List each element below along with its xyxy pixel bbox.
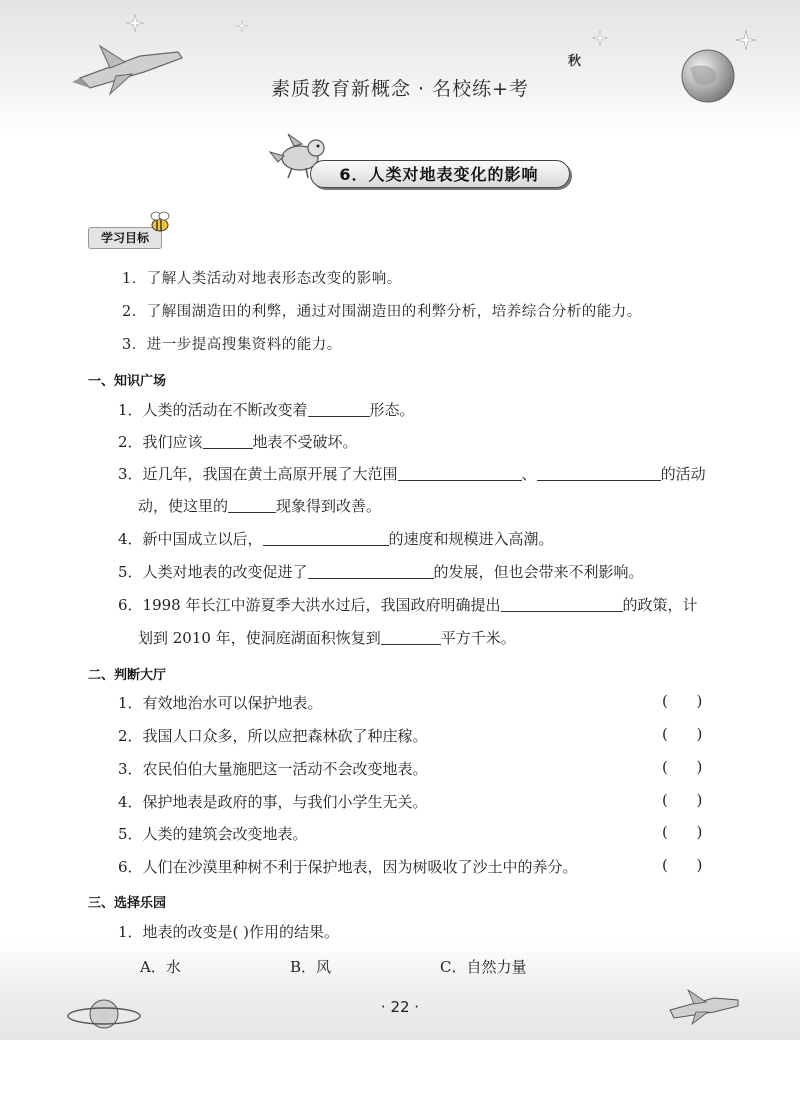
answer-blank[interactable]: [263, 531, 389, 546]
judge-item: 5．人类的建筑会改变地表。: [118, 825, 308, 843]
fill-question-3-cont: [138, 495, 381, 516]
question-text: 6．1998 年长江中游夏季大洪水过后，我国政府明确提出: [118, 596, 501, 614]
question-text: 2．我们应该: [118, 433, 203, 451]
question-text: 的发展，但也会带来不利影响。: [433, 563, 644, 581]
judge-item: 2．我国人口众多，所以应把森林砍了种庄稼。: [118, 727, 428, 745]
question-text: 的速度和规模进入高潮。: [388, 530, 554, 548]
choice-option-b[interactable]: B．风: [290, 958, 332, 976]
section-heading-knowledge: 一、知识广场: [88, 374, 167, 389]
question-text: 地表不受破坏。: [252, 433, 358, 451]
answer-parentheses[interactable]: ( ): [662, 692, 703, 710]
judge-item: 3．农民伯伯大量施肥这一活动不会改变地表。: [118, 760, 428, 778]
answer-parentheses[interactable]: ( ): [662, 823, 703, 841]
fill-question-6-cont: [138, 627, 516, 648]
space-shuttle-icon: [664, 986, 744, 1026]
answer-blank[interactable]: [537, 466, 661, 481]
goal-item: 1．了解人类活动对地表形态改变的影响。: [122, 271, 402, 287]
judge-item: 1．有效地治水可以保护地表。: [118, 694, 323, 712]
goal-item: 2．了解围湖造田的利弊，通过对围湖造田的利弊分析，培养综合分析的能力。: [122, 304, 642, 320]
section-heading-judgement: 二、判断大厅: [88, 668, 167, 683]
star-icon: [126, 14, 144, 32]
answer-blank[interactable]: [398, 466, 522, 481]
fill-question-2: [118, 431, 358, 452]
answer-parentheses[interactable]: ( ): [662, 791, 703, 809]
question-text: 动，使这里的: [138, 497, 229, 515]
judge-item: 6．人们在沙漠里种树不利于保护地表，因为树吸收了沙土中的养分。: [118, 858, 578, 876]
star-icon: [592, 30, 608, 46]
star-icon: [236, 20, 248, 32]
answer-parentheses[interactable]: ( ): [662, 725, 703, 743]
fill-question-1: [118, 399, 415, 420]
question-text: 形态。: [369, 401, 415, 419]
answer-parentheses[interactable]: ( ): [662, 758, 703, 776]
choice-question-1: 1．地表的改变是( )作用的结果。: [118, 923, 340, 941]
page-number: · 22 ·: [380, 998, 420, 1016]
answer-parentheses[interactable]: ( ): [662, 856, 703, 874]
lesson-title: 6．人类对地表变化的影响: [339, 165, 539, 184]
fill-question-3: [118, 463, 706, 484]
answer-blank[interactable]: [501, 597, 623, 612]
answer-blank[interactable]: [381, 630, 441, 645]
answer-blank[interactable]: [228, 498, 276, 513]
learning-goals-tag: 学习目标: [88, 227, 162, 249]
question-text: 划到 2010 年，使洞庭湖面积恢复到: [138, 629, 381, 647]
bee-icon: [146, 208, 174, 236]
fill-question-6: [118, 594, 698, 615]
question-text: 平方千米。: [440, 629, 516, 647]
answer-blank[interactable]: [203, 434, 253, 449]
question-text: 现象得到改善。: [276, 497, 382, 515]
goal-item: 3．进一步提高搜集资料的能力。: [122, 337, 342, 353]
star-icon: [736, 30, 756, 50]
answer-blank[interactable]: [308, 402, 370, 417]
section-heading-choice: 三、选择乐园: [88, 896, 167, 911]
question-text: 、: [521, 465, 537, 483]
fill-question-5: [118, 561, 644, 582]
question-text: 的活动: [660, 465, 706, 483]
judge-item: 4．保护地表是政府的事，与我们小学生无关。: [118, 793, 428, 811]
question-text: 5．人类对地表的改变促进了: [118, 563, 308, 581]
answer-blank[interactable]: [308, 564, 434, 579]
choice-option-a[interactable]: A．水: [140, 958, 181, 976]
question-text: 1．人类的活动在不断改变着: [118, 401, 308, 419]
fill-question-4: [118, 528, 554, 549]
question-text: 3．近几年，我国在黄土高原开展了大范围: [118, 465, 398, 483]
season-label: 秋: [568, 54, 582, 69]
question-text: 的政策，计: [622, 596, 698, 614]
question-text: 4．新中国成立以后，: [118, 530, 263, 548]
series-title: 素质教育新概念 · 名校练+考: [270, 78, 530, 100]
choice-option-c[interactable]: C．自然力量: [440, 958, 527, 976]
